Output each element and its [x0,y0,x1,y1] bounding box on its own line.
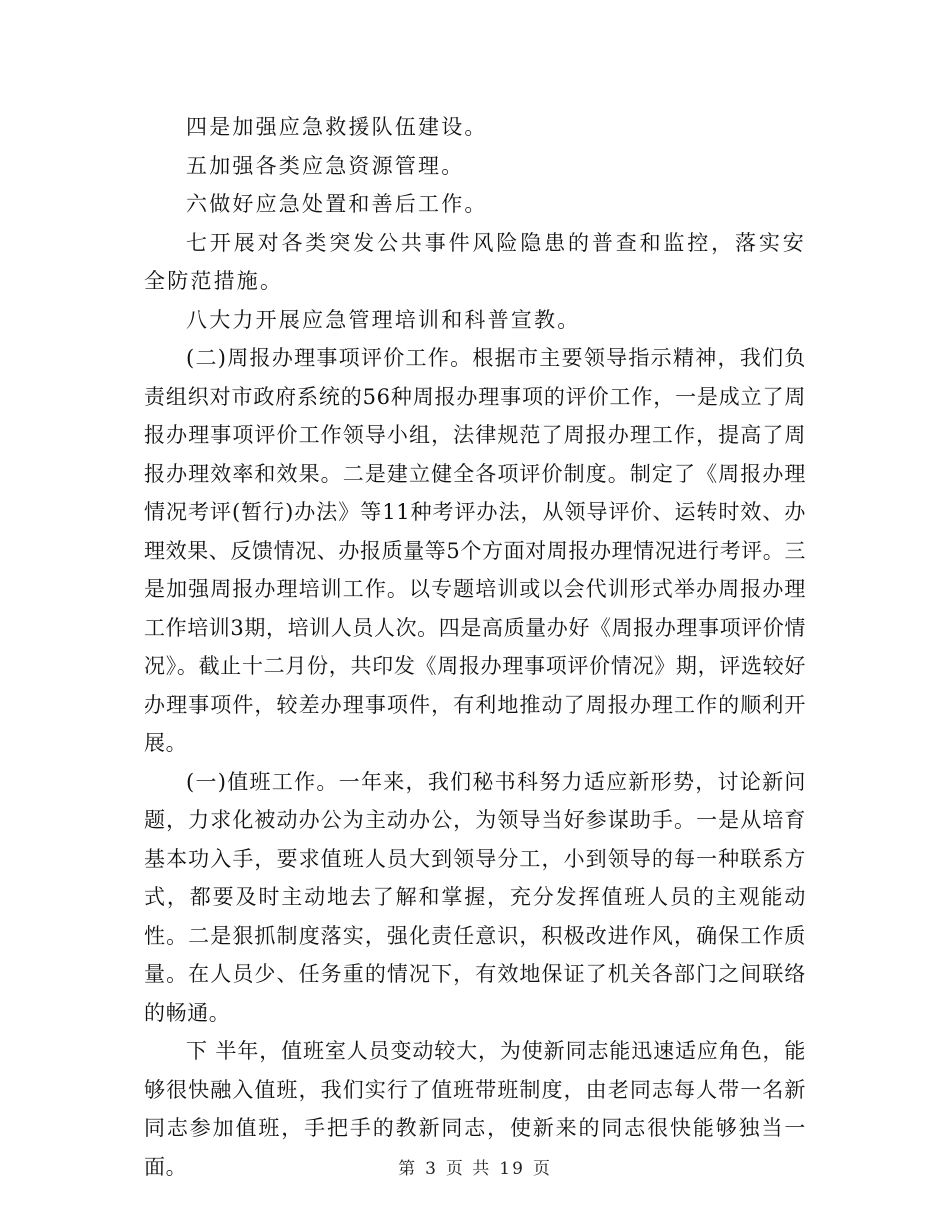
paragraph-2: 五加强各类应急资源管理。 [186,153,465,178]
paragraph-3: 六做好应急处置和善后工作。 [186,192,488,216]
current-page-number: 3 [425,1159,438,1179]
paragraph-1: 四是加强应急救援队伍建设。 [186,115,488,139]
paragraph-8: 下 半年，值班室人员变动较大，为使新同志能迅速适应角色，能够很快融入值班，我们实行了值班带班制度，由老同志每人带一名新同志参加值班，手把手的教新同志，使新来的同志很快能够独当一面。 [144,1039,806,1179]
page-footer [0,1154,950,1179]
page-label-prefix: 第 [398,1159,418,1179]
document-body [144,108,806,1186]
paragraph-4: 七开展对各类突发公共事件风险隐患的普查和监控，落实安全防范措施。 [144,230,806,293]
total-pages-number: 19 [499,1159,525,1179]
paragraph-5: 八大力开展应急管理培训和科普宣教。 [186,307,581,332]
page-label-mid: 页 共 [445,1159,492,1179]
page-label-suffix: 页 [532,1159,552,1179]
paragraph-7: (一)值班工作。一年来，我们秘书科努力适应新形势，讨论新问题，力求化被动办公为主动办公，为领导当好参谋助手。一是从培育基本功入手，要求值班人员大到领导分工，小到领导的每一种联系方式，都要及时主动地去了解和掌握，充分发挥值班人员的主观能动性。二是狠抓制度落实，强化责任意识，积极改进作风，确保工作质量。在人员少、任务重的情况下，有效地保证了机关各部门之间联络的畅通。 [144,769,806,1025]
paragraph-6: (二)周报办理事项评价工作。根据市主要领导指示精神，我们负责组织对市政府系统的56种周报办理事项的评价工作，一是成立了周报办理事项评价工作领导小组，法律规范了周报办理工作，提高了周报办理效率和效果。二是建立健全各项评价制度。制定了《周报办理情况考评(暂行)办法》等11种考评办法，从领导评价、运转时效、办理效果、反馈情况、办报质量等5个方面对周报办理情况进行考评。三是加强周报办理培训工作。以专题培训或以会代训形式举办周报办理工作培训3期，培训人员人次。四是高质量办好《周报办理事项评价情况》。截止十二月份，共印发《周报办理事项评价情况》期，评选较好办理事项件，较差办理事项件，有利地推动了周报办理工作的顺利开展。 [144,346,806,755]
